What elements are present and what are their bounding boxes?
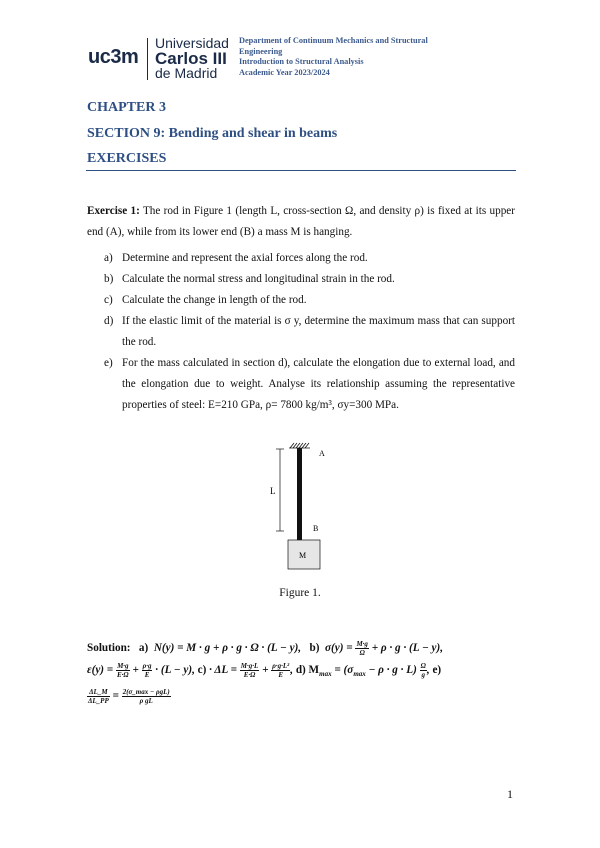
label-L: L [270,486,276,496]
fraction: $\frac{\Delta L\_M}{\Delta L\_PP}$ [88,688,109,706]
exercise-statement [87,201,515,243]
logo-divider [147,38,148,80]
rod-figure [260,440,350,575]
rod [297,448,302,540]
solution-label: Solution: [87,642,131,654]
dept-line-2: Engineering [239,46,283,56]
solution-line-2: ε(y) = $\frac{M\cdot g}{E\cdot\Omega}$ + $\frac{\rho\cdot g}{E}$ · (L − y), c) · ΔL = $\frac{M\cdot g\cdot L}{E\cdot\Omega}$ + $\frac{\text{ρ·g·L²}}{E}$ , d) $M_{max} = (\sigma_{max} - \rho \cdot g \cdot L)$ $\frac{\Omega}{g}$ , e) [87,661,442,679]
exercises-heading: EXERCISES [87,151,167,166]
fraction: $\frac{\Omega}{g}$ [420,661,426,679]
academic-year: Academic Year 2023/2024 [239,67,330,77]
university-logo [155,36,229,81]
solution-line-3: $\frac{\Delta L\_M}{\Delta L\_PP}$ = $\frac{\text{2(σ\_max − ρgL)}}{\text{ρ gL}}$ [88,688,170,706]
list-item: b) Calculate the normal stress and longitudinal strain in the rod. [104,273,395,285]
solution [87,637,517,707]
page-number: 1 [507,787,513,801]
section-heading: SECTION 9: Bending and shear in beams [87,126,338,141]
exercise-items [104,248,515,416]
heading-rule [86,170,516,171]
chapter-heading: CHAPTER 3 [87,100,166,115]
exercise-label: Exercise 1: [87,205,140,217]
fraction: $\frac{M\cdot g\cdot L}{E\cdot\Omega}$ [240,661,259,679]
exercise-intro: The rod in Figure 1 (length L, cross-section Ω, and density ρ) is fixed at its upper end (A), while from its lower end (B) a mass M is hanging. [87,205,516,238]
fraction: $\frac{M\cdot g}{\Omega}$ [356,639,368,657]
label-M: M [299,551,307,560]
label-B: B [313,524,319,533]
label-A: A [319,449,325,458]
department-info [239,36,479,78]
length-dimension [276,449,284,531]
logo-line-1: Universidad [155,35,229,51]
list-item: d) If the elastic limit of the material is σ y, determine the maximum mass that can support the rod. [104,315,515,348]
fraction: $\frac{M\cdot g}{E\cdot\Omega}$ [116,661,129,679]
fraction: $\frac{\text{ρ·g·L²}}{E}$ [272,661,290,679]
logo-line-2: Carlos III [155,49,227,68]
solution-line-1: Solution: a) N(y) = M · g + ρ · g · Ω · (L − y), b) σ(y) = $\frac{M\cdot g}{\Omega}$ + ρ · g · (L − y), [87,639,444,657]
course-name: Introduction to Structural Analysis [239,57,364,66]
logo-line-3: de Madrid [155,65,218,81]
list-item: c) Calculate the change in length of the rod. [104,294,307,306]
fraction: $\frac{\rho\cdot g}{E}$ [142,661,152,679]
figure-caption: Figure 1. [279,587,321,599]
list-item: a) Determine and represent the axial forces along the rod. [104,252,368,264]
fixed-support-hatch [289,443,310,448]
fraction: $\frac{\text{2(σ\_max − ρgL)}}{\text{ρ gL}}$ [122,688,170,706]
list-item: e) For the mass calculated in section d), calculate the elongation due to external load, and the elongation due to weight. Analyse its relationship assuming the representative properties of steel: E=210 GPa, ρ= 7800 kg/m³, σy=300 MPa. [104,357,515,411]
logo-uc3m: uc3m [88,46,139,68]
dept-line-1: Department of Continuum Mechanics and Structural [239,36,428,45]
